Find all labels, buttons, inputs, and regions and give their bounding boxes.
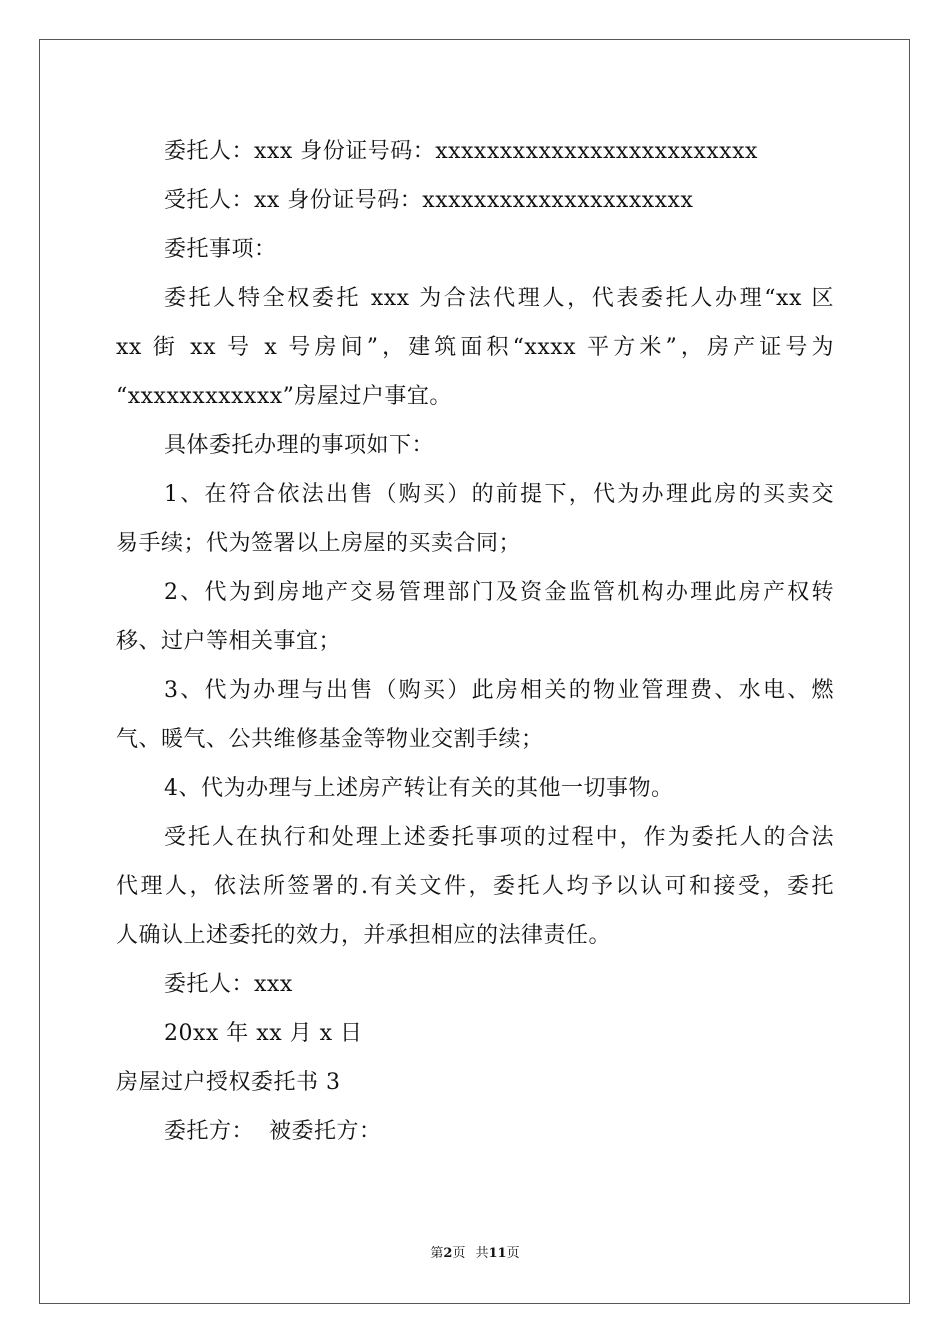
page-prefix: 第 [430, 1246, 444, 1261]
list-item-2-cont: 移、过户等相关事宜； [116, 629, 342, 654]
list-item-3-cont: 气、暖气、公共维修基金等物业交割手续； [116, 727, 544, 752]
list-item-2: 2、代为到房地产交易管理部门及资金监管机构办理此房产权转 [164, 580, 834, 605]
agent-line: 受托人：xx 身份证号码：xxxxxxxxxxxxxxxxxxxxx [164, 188, 694, 213]
page-suffix: 页 [452, 1246, 466, 1261]
matters-heading: 委托事项： [164, 237, 277, 262]
paragraph-line: 委托人特全权委托 xxx 为合法代理人，代表委托人办理“xx 区 [164, 286, 834, 311]
page-footer [0, 1245, 950, 1263]
signature-date: 20xx 年 xx 月 x 日 [164, 1021, 363, 1046]
document-body [116, 127, 834, 1156]
paragraph-line: 人确认上述委托的效力，并承担相应的法律责任。 [116, 923, 612, 948]
total-suffix: 页 [506, 1246, 520, 1261]
list-item-1: 1、在符合依法出售（购买）的前提下，代为办理此房的买卖交 [164, 482, 834, 507]
list-item-1-cont: 易手续；代为签署以上房屋的买卖合同； [116, 531, 522, 556]
paragraph-line: 受托人在执行和处理上述委托事项的过程中，作为委托人的合法 [164, 825, 834, 850]
paragraph-line: xx 街 xx 号 x 号房间”，建筑面积“xxxx 平方米”，房产证号为 [116, 335, 834, 360]
parties-line: 委托方： 被委托方： [164, 1119, 382, 1144]
paragraph-line: “xxxxxxxxxxxx”房屋过户事宜。 [116, 384, 452, 409]
page-current: 2 [443, 1246, 453, 1261]
signature-principal: 委托人：xxx [164, 972, 293, 997]
total-prefix: 共 [475, 1246, 489, 1261]
list-item-4: 4、代为办理与上述房产转让有关的其他一切事物。 [164, 776, 674, 801]
section-title: 房屋过户授权委托书 3 [116, 1070, 341, 1095]
paragraph-line: 代理人，依法所签署的.有关文件，委托人均予以认可和接受，委托 [116, 874, 834, 899]
page-total: 11 [488, 1246, 507, 1261]
items-intro: 具体委托办理的事项如下： [164, 433, 435, 458]
principal-line: 委托人：xxx 身份证号码：xxxxxxxxxxxxxxxxxxxxxxxxx [164, 139, 758, 164]
list-item-3: 3、代为办理与出售（购买）此房相关的物业管理费、水电、燃 [164, 678, 834, 703]
